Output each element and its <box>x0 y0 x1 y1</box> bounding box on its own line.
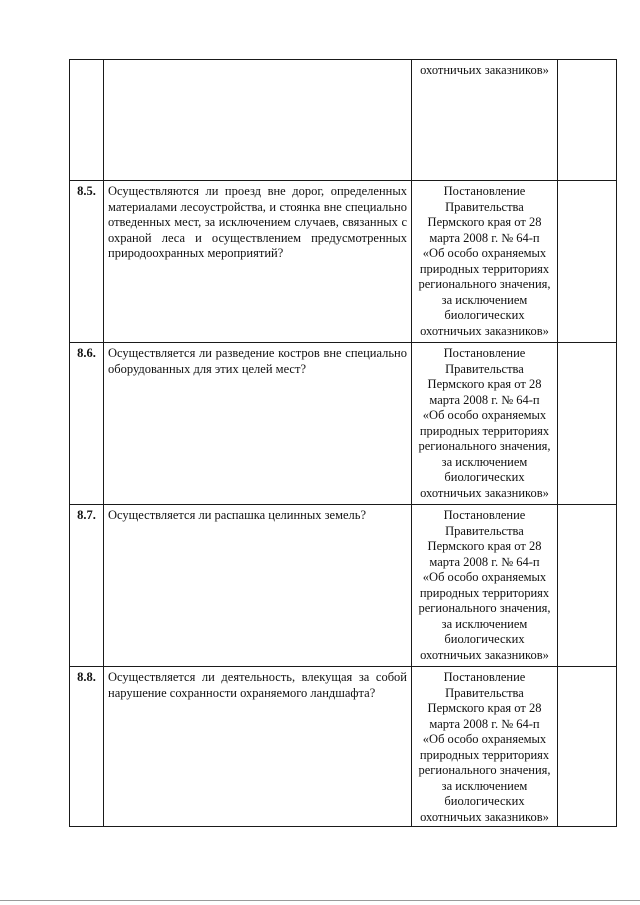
reference-line: марта 2008 г. № 64-п <box>429 716 540 731</box>
reference-line: «Об особо охраняемых <box>422 408 547 422</box>
reference-line: природных территориях <box>419 585 550 600</box>
notes-cell <box>558 505 617 667</box>
reference-line: охотничьих заказников» <box>420 647 549 662</box>
reference-line: Правительства <box>445 361 524 376</box>
reference-line: биологических <box>444 794 525 808</box>
reference-line: охотничьих заказников» <box>420 809 549 824</box>
legal-reference <box>412 667 558 827</box>
question-text: Осуществляется ли деятельность, влекущая за собой нарушение сохранности охраняемого ландшафта? <box>104 667 412 827</box>
notes-cell <box>558 60 617 181</box>
reference-line: охотничьих заказников» <box>420 485 549 500</box>
reference-line: Правительства <box>445 199 524 214</box>
reference-line: за исключением <box>441 454 528 469</box>
notes-cell <box>558 181 617 343</box>
question-text: Осуществляются ли проезд вне дорог, определенных материалами лесоустройства, и стоянка вне специально отведенных мест, за исключением случаев, связанных с охраной леса и осуществлением предусмотренных природоохранных мероприятий? <box>104 181 412 343</box>
reference-line: регионального значения, <box>418 763 551 777</box>
reference-line: биологических <box>444 470 525 484</box>
reference-line: регионального значения, <box>418 277 551 291</box>
table-row <box>70 667 617 827</box>
reference-line: Пермского края от 28 <box>427 215 542 229</box>
row-number: 8.5. <box>70 181 104 343</box>
legal-reference <box>412 60 558 181</box>
legal-reference <box>412 343 558 505</box>
reference-line: биологических <box>444 632 525 646</box>
row-number <box>70 60 104 181</box>
reference-line: «Об особо охраняемых <box>422 732 547 746</box>
reference-line: за исключением <box>441 778 528 793</box>
reference-line: Постановление <box>443 670 526 684</box>
table-row <box>70 60 617 181</box>
reference-line: марта 2008 г. № 64-п <box>429 392 540 407</box>
reference-line: Правительства <box>445 523 524 538</box>
reference-line: охотничьих заказников» <box>420 63 549 77</box>
row-number: 8.7. <box>70 505 104 667</box>
reference-line: Правительства <box>445 685 524 700</box>
reference-line: Постановление <box>443 346 526 360</box>
reference-line: «Об особо охраняемых <box>422 570 547 584</box>
page-bottom-edge <box>0 900 640 901</box>
reference-line: Пермского края от 28 <box>427 539 542 553</box>
reference-line: биологических <box>444 308 525 322</box>
reference-line: природных территориях <box>419 747 550 762</box>
reference-line: марта 2008 г. № 64-п <box>429 554 540 569</box>
reference-line: за исключением <box>441 292 528 307</box>
reference-line: Постановление <box>443 184 526 198</box>
reference-line: «Об особо охраняемых <box>422 246 547 260</box>
table-row <box>70 181 617 343</box>
row-number: 8.6. <box>70 343 104 505</box>
row-number: 8.8. <box>70 667 104 827</box>
reference-line: марта 2008 г. № 64-п <box>429 230 540 245</box>
question-text: Осуществляется ли разведение костров вне специально оборудованных для этих целей мест? <box>104 343 412 505</box>
reference-line: природных территориях <box>419 261 550 276</box>
reference-line: за исключением <box>441 616 528 631</box>
reference-line: природных территориях <box>419 423 550 438</box>
notes-cell <box>558 667 617 827</box>
notes-cell <box>558 343 617 505</box>
reference-line: регионального значения, <box>418 439 551 453</box>
legal-reference <box>412 181 558 343</box>
reference-line: Постановление <box>443 508 526 522</box>
table-row <box>70 505 617 667</box>
reference-line: регионального значения, <box>418 601 551 615</box>
question-text: Осуществляется ли распашка целинных земель? <box>104 505 412 667</box>
reference-line: охотничьих заказников» <box>420 323 549 338</box>
question-text <box>104 60 412 181</box>
table-row <box>70 343 617 505</box>
checklist-table <box>69 59 617 827</box>
reference-line: Пермского края от 28 <box>427 377 542 391</box>
legal-reference <box>412 505 558 667</box>
reference-line: Пермского края от 28 <box>427 701 542 715</box>
